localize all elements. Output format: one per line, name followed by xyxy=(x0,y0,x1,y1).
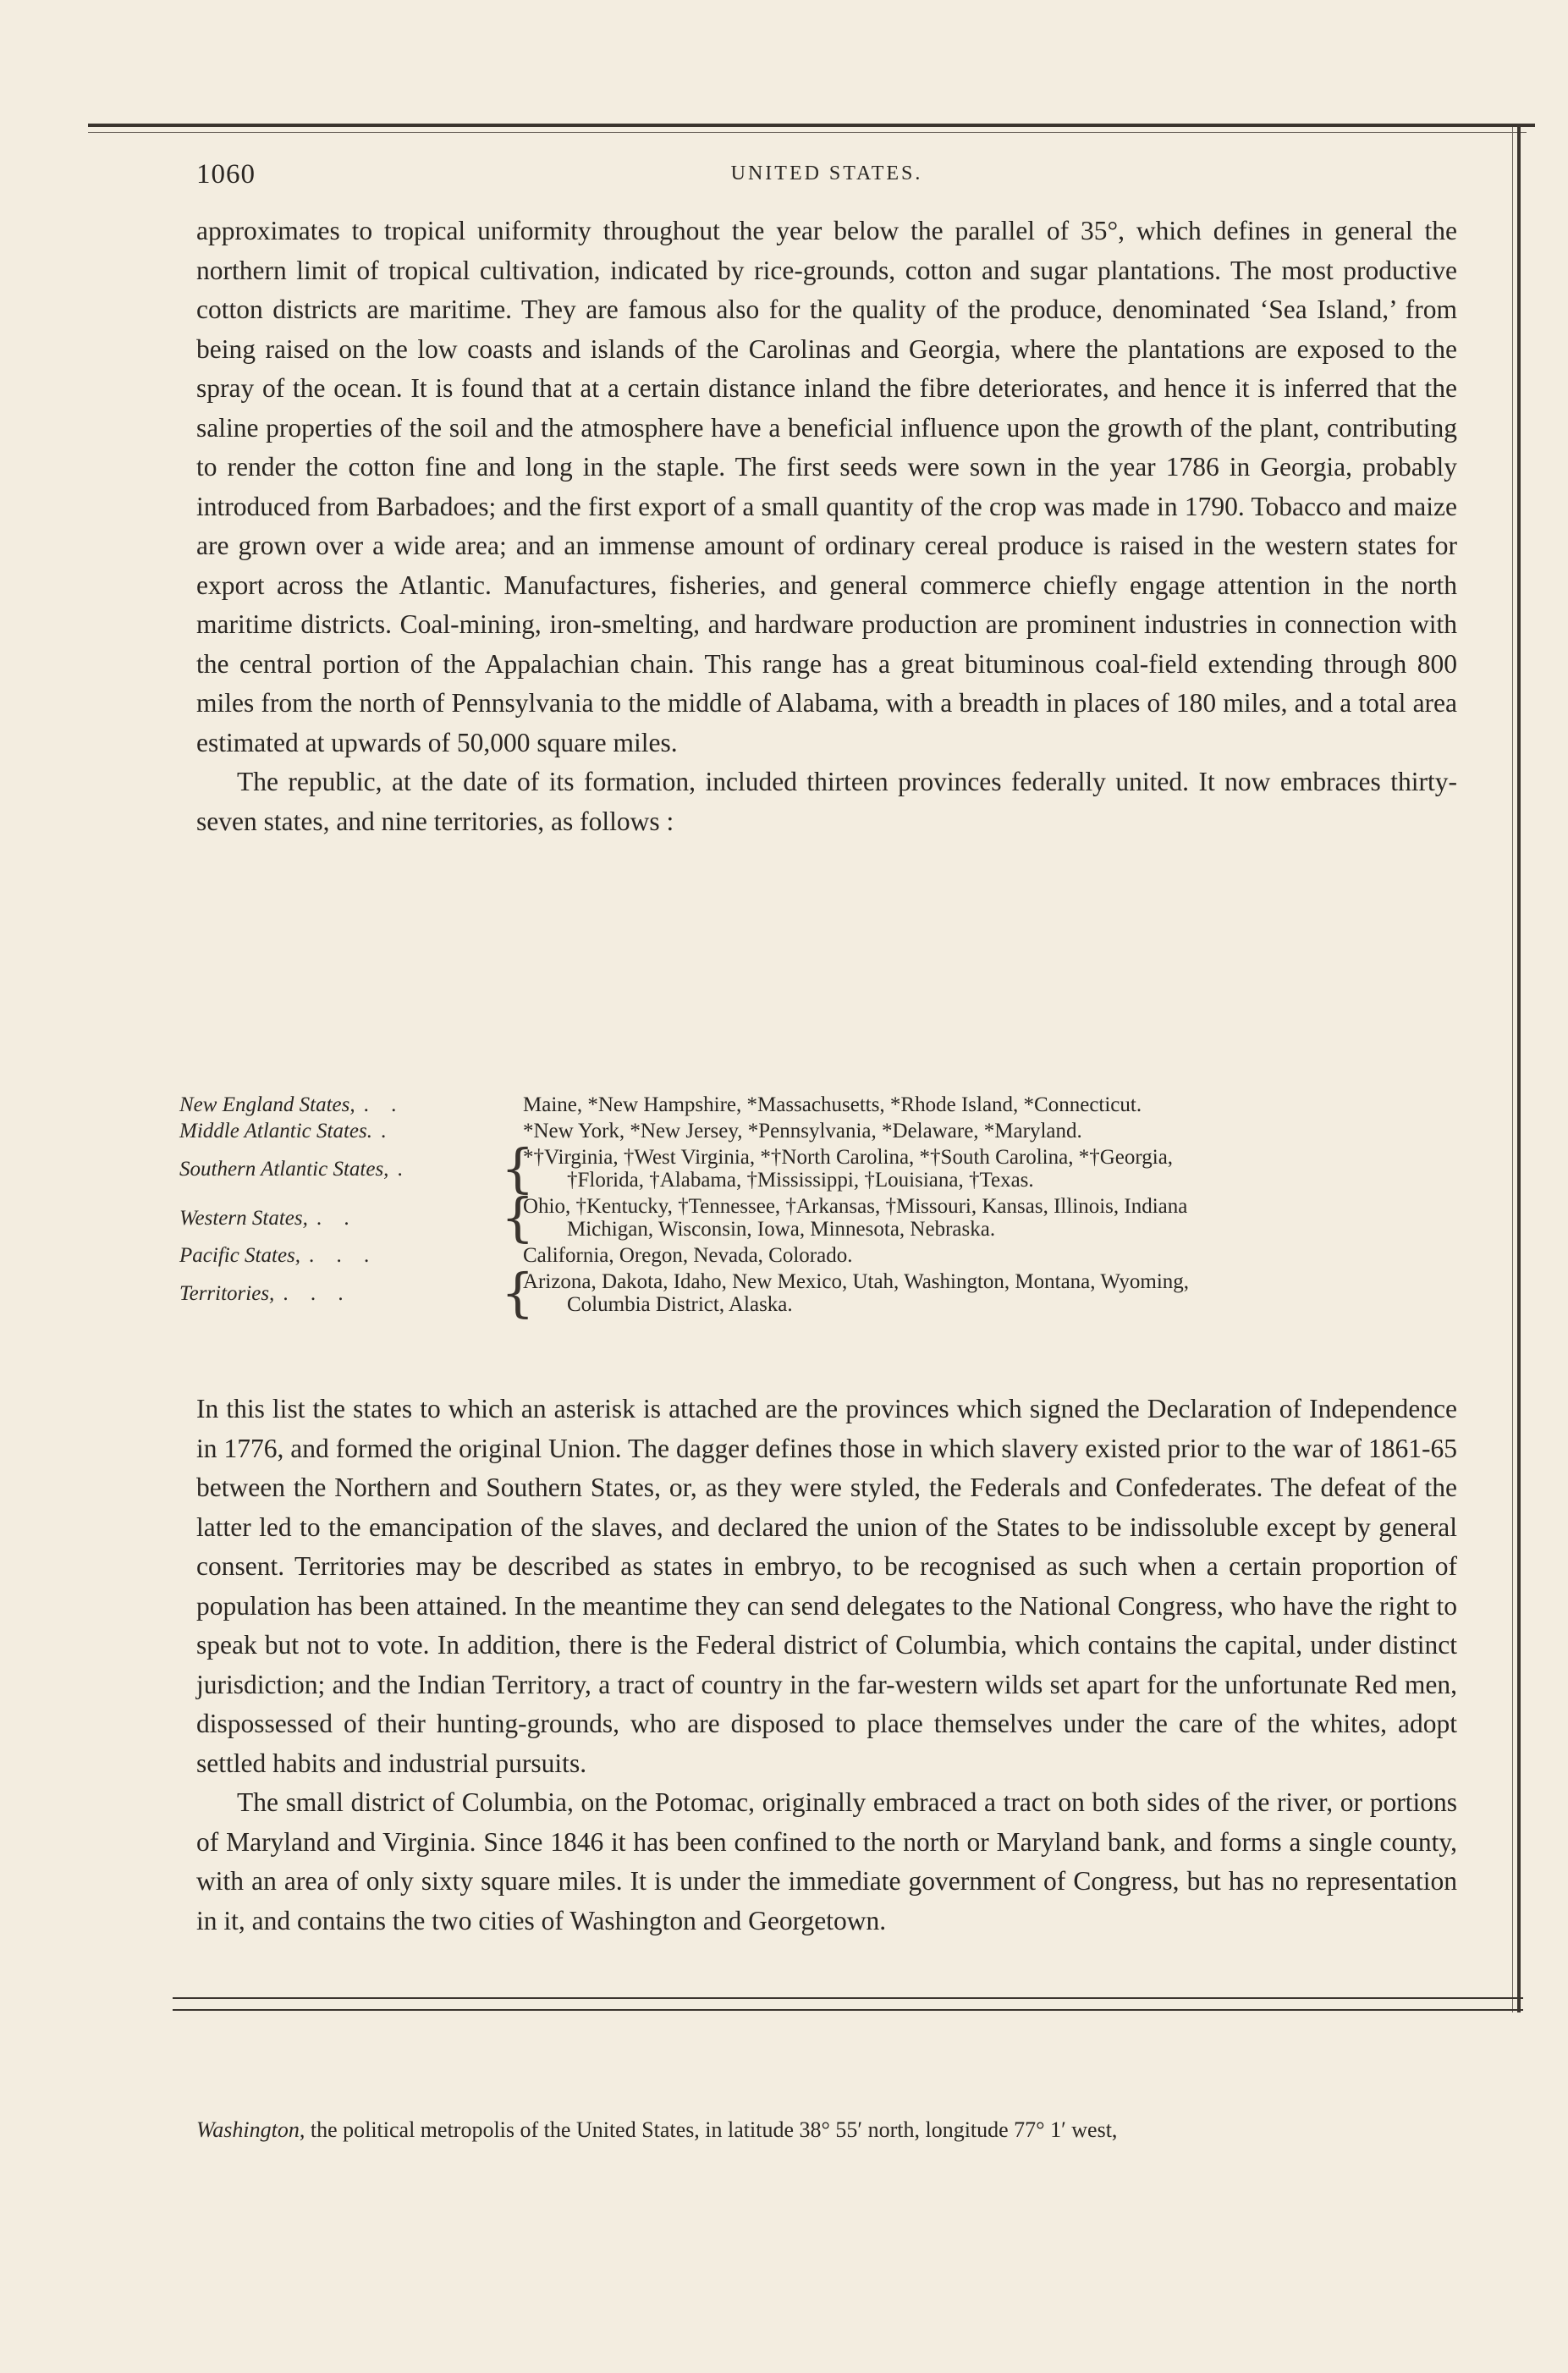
right-border-rule-thin xyxy=(1512,127,1513,2012)
brace-icon: { xyxy=(501,1137,535,1199)
state-names: California, Oregon, Nevada, Colorado. xyxy=(523,1244,853,1267)
region-label: Territories, . . . xyxy=(179,1281,352,1305)
state-names: Maine, *New Hampshire, *Massachusetts, *Rhode Island, *Connecticut. xyxy=(523,1093,1142,1116)
state-list-row xyxy=(179,1186,1466,1248)
bottom-border-rule xyxy=(173,1997,1523,1999)
region-label: Middle Atlantic States. . xyxy=(179,1120,395,1142)
top-border-rule-thin xyxy=(88,132,1527,133)
state-list xyxy=(179,1093,1466,1324)
region-label: Pacific States, . . . xyxy=(179,1244,378,1267)
paragraph: The republic, at the date of its formation, included thirteen provinces federally united. It now embraces thirty-seven states, and nine territories, as follows : xyxy=(196,767,1457,836)
state-list-row xyxy=(179,1137,1466,1199)
page-number: 1060 xyxy=(196,159,256,190)
paragraph: In this list the states to which an asterisk is attached are the provinces which signed the Declaration of Independence in 1776, and formed the original Union. The dagger defines those in which slavery existed prior to the war of 1861-65 between the Northern and Southern States, or, as they were styled, the Federals and Confederates. The defeat of the latter led to the emancipation of the slaves, and declared the union of the States to be indissoluble except by general consent. Territories may be described as states in embryo, to be recognised as such when a certain proportion of population has been attained. In the meantime they can send delegates to the National Congress, who have the right to speak but not to vote. In addition, there is the Federal district of Columbia, which contains the capital, under distinct jurisdiction; and the Indian Territory, a tract of country in the far-western wilds set apart for the unfortunate Red men, dispossessed of their hunting-grounds, who are disposed to place themselves under the care of the whites, adopt settled habits and industrial pursuits. xyxy=(196,1394,1457,1778)
footnote-line xyxy=(196,2116,1457,2145)
state-names: Arizona, Dakota, Idaho, New Mexico, Utah, Washington, Montana, Wyoming, Columbia District, Alaska. xyxy=(523,1270,1190,1316)
region-label: Western States, . . xyxy=(179,1206,358,1230)
right-border-rule xyxy=(1517,127,1521,2012)
region-label: New England States, . . xyxy=(179,1093,405,1116)
state-list-row xyxy=(179,1262,1466,1324)
top-border-rule xyxy=(88,124,1535,127)
paragraph: The small district of Columbia, on the Potomac, originally embraced a tract on both sides of the river, or portions of Maryland and Virginia. Since 1846 it has been confined to the north or Maryland bank, and forms a single county, with an area of only sixty square miles. It is under the immediate government of Congress, but has no representation in it, and contains the two cities of Washington and Georgetown. xyxy=(196,1787,1457,1935)
state-names: Ohio, †Kentucky, †Tennessee, †Arkansas, †Missouri, Kansas, Illinois, Indiana Michigan, Wisconsin, Iowa, Minnesota, Nebraska. xyxy=(523,1195,1188,1241)
running-title: UNITED STATES. xyxy=(730,162,923,184)
state-list-row xyxy=(179,1244,1466,1267)
region-label: Southern Atlantic States, . xyxy=(179,1157,411,1181)
state-list-row xyxy=(179,1120,1466,1142)
bottom-border-rule-2 xyxy=(173,2009,1523,2011)
footnote-text: the political metropolis of the United States, in latitude 38° 55′ north, longitude 77° 1′ west, xyxy=(305,2117,1118,2142)
paragraph: approximates to tropical uniformity throughout the year below the parallel of 35°, which defines in general the northern limit of tropical cultivation, indicated by rice-grounds, cotton and sugar plantations. The most productive cotton districts are maritime. They are famous also for the quality of the produce, denominated ‘Sea Island,’ from being raised on the low coasts and islands of the Carolinas and Georgia, where the plantations are exposed to the spray of the ocean. It is found that at a certain distance inland the fibre deteriorates, and hence it is inferred that the saline properties of the soil and the atmosphere have a beneficial influence upon the growth of the plant, contributing to render the cotton fine and long in the staple. The first seeds were sown in the year 1786 in Georgia, probably introduced from Barbadoes; and the first export of a small quantity of the crop was made in 1790. Tobacco and maize are grown over a wide area; and an immense amount of ordinary cereal produce is raised in the western states for export across the Atlantic. Manufactures, fisheries, and general commerce chiefly engage attention in the north maritime districts. Coal-mining, iron-smelting, and hardware production are prominent industries in connection with the central portion of the Appalachian chain. This range has a great bituminous coal-field extending through 800 miles from the north of Pennsylvania to the middle of Alabama, with a breadth in places of 180 miles, and a total area estimated at upwards of 50,000 square miles. xyxy=(196,216,1457,757)
state-names: *New York, *New Jersey, *Pennsylvania, *Delaware, *Maryland. xyxy=(523,1120,1082,1142)
state-list-row xyxy=(179,1093,1466,1116)
body-text-bottom xyxy=(196,1390,1457,1941)
brace-icon: { xyxy=(501,1186,535,1248)
footnote-lead: Washington, xyxy=(196,2117,305,2142)
page-header xyxy=(196,159,1457,193)
body-text-top xyxy=(196,212,1457,841)
brace-icon: { xyxy=(501,1262,535,1324)
state-names: *†Virginia, †West Virginia, *†North Carolina, *†South Carolina, *†Georgia, †Florida, †Alabama, †Mississippi, †Louisiana, †Texas. xyxy=(523,1146,1174,1192)
